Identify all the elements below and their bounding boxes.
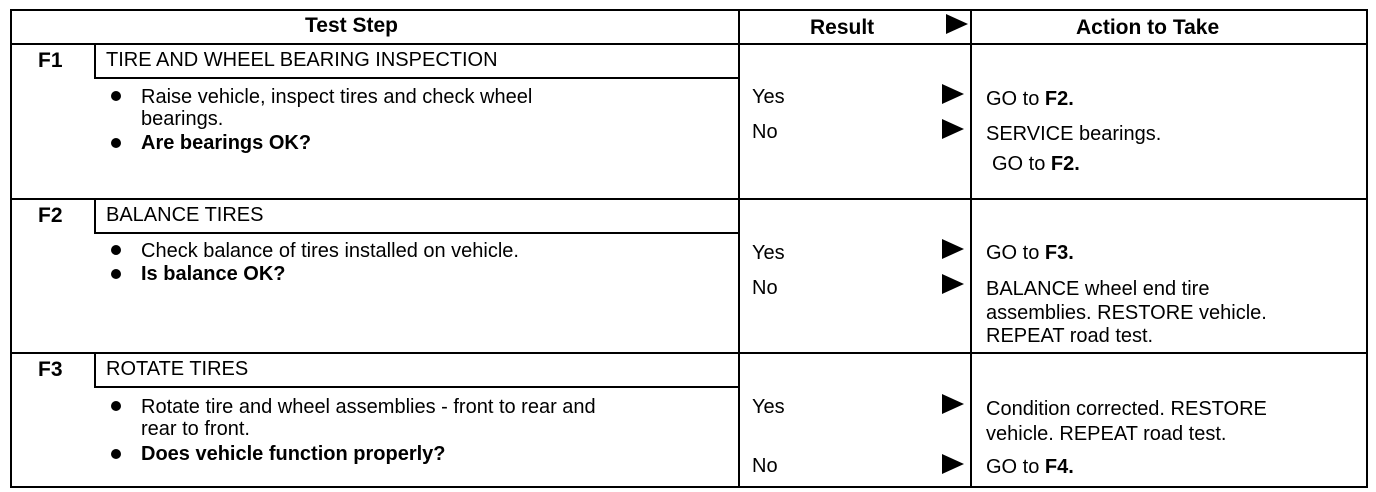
f3-title-underline [94,386,738,388]
f1-no-arrow-icon [942,119,964,139]
f2-step-title: BALANCE TIRES [106,204,264,226]
f3-yes-arrow-icon [942,394,964,414]
f2-action-yes-step: F3. [1044,242,1074,264]
f3-bullet-2-text: Does vehicle function properly? [141,443,446,465]
f2-title-underline [94,232,738,234]
f1-bullet-2-text: Are bearings OK? [141,132,312,154]
header-result: Result [810,16,875,39]
f1-action-yes-text: GO to [986,88,1045,110]
f1-step-title: TIRE AND WHEEL BEARING INSPECTION [106,49,498,71]
f2-action-no-line-3: REPEAT road test. [986,325,1154,347]
f2-no-arrow-icon [942,274,964,294]
header-arrow-icon [946,14,968,34]
f3-bullet-2-icon [111,449,121,459]
row-separator-f3 [10,352,1368,354]
f2-action-no-line-2: assemblies. RESTORE vehicle. [986,302,1267,324]
f3-result-yes: Yes [752,396,785,418]
f2-action-yes-text: GO to [986,242,1045,264]
header-test-step: Test Step [305,14,398,37]
f2-bullet-2-icon [111,269,121,279]
f2-step-id: F2 [38,204,63,227]
f1-action-no-goto-text: GO to [992,153,1051,175]
f2-bullet-2-text: Is balance OK? [141,263,286,285]
f1-action-yes-step: F2. [1044,88,1074,110]
f1-result-no: No [752,121,778,143]
f3-bullet-1-icon [111,401,121,411]
f1-bullet-2-icon [111,138,121,148]
f1-title-underline [94,77,738,79]
f3-result-no: No [752,455,778,477]
f1-bullet-1-icon [111,91,121,101]
f1-action-yes [986,88,1074,111]
header-action: Action to Take [1076,16,1220,39]
f3-bullet-1-line-2: rear to front. [141,418,250,440]
f3-step-id: F3 [38,358,63,381]
action-column-divider [970,9,972,488]
f1-id-divider [94,43,96,78]
f3-action-no-text: GO to [986,456,1045,478]
f1-yes-arrow-icon [942,84,964,104]
table-bottom-border [10,486,1368,488]
f1-result-yes: Yes [752,86,785,108]
table-top-border [10,9,1368,11]
f3-action-yes-line-1: Condition corrected. RESTORE [986,398,1267,420]
f2-bullet-1-text: Check balance of tires installed on vehicle. [141,240,519,262]
f3-no-arrow-icon [942,454,964,474]
f1-bullet-1-line-2: bearings. [141,108,224,130]
table-right-border [1366,9,1368,488]
f1-step-id: F1 [38,49,63,72]
result-column-divider [738,9,740,488]
f1-action-no-line-1: SERVICE bearings. [986,123,1162,145]
f3-bullet-1-line-1: Rotate tire and wheel assemblies - front to rear and [141,396,596,418]
header-bottom-border [10,43,1368,45]
f1-action-no-line-2 [992,153,1080,176]
row-separator-f2 [10,198,1368,200]
f2-yes-arrow-icon [942,239,964,259]
f3-action-no [986,456,1074,479]
f3-action-yes-line-2: vehicle. REPEAT road test. [986,423,1227,445]
f3-step-title: ROTATE TIRES [106,358,249,380]
f3-action-no-step: F4. [1044,456,1074,478]
table-left-border [10,9,12,488]
f2-bullet-1-icon [111,245,121,255]
f1-action-no-goto-step: F2. [1050,153,1080,175]
f2-action-no-line-1: BALANCE wheel end tire [986,278,1210,300]
f3-id-divider [94,352,96,388]
f1-bullet-1-line-1: Raise vehicle, inspect tires and check wheel [141,86,533,108]
f2-id-divider [94,198,96,234]
f2-result-yes: Yes [752,242,785,264]
f2-action-yes [986,242,1074,265]
f2-result-no: No [752,277,778,299]
